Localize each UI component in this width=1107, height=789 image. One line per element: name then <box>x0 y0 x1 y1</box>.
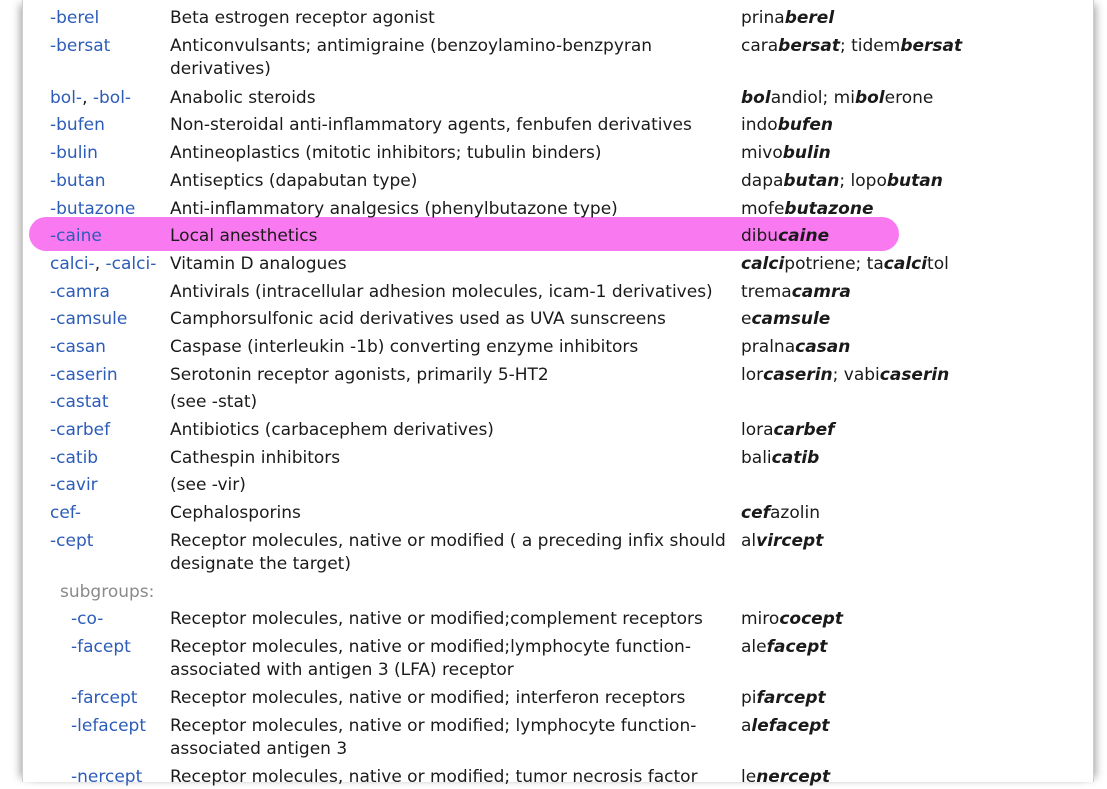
example-text: trema <box>741 282 792 302</box>
example-cell <box>741 198 873 221</box>
stem-cell <box>50 530 93 553</box>
stem-cell <box>50 114 105 137</box>
example-cell <box>741 114 833 137</box>
stem-cell <box>50 447 98 470</box>
example-stem-part: calci <box>741 254 785 274</box>
stem-cell <box>50 364 118 387</box>
stem-link[interactable]: -butazone <box>50 199 136 219</box>
stem-link[interactable]: -bufen <box>50 115 105 135</box>
example-text: dibu <box>741 226 779 246</box>
example-stem-part: bufen <box>777 115 834 135</box>
example-text: indo <box>741 115 778 135</box>
example-text: andiol; mi <box>770 88 855 108</box>
example-cell <box>741 766 830 789</box>
example-text: mivo <box>741 143 783 163</box>
example-stem-part: facept <box>766 637 828 657</box>
example-stem-part: berel <box>784 8 835 28</box>
example-cell <box>741 281 851 304</box>
stem-link[interactable]: bol- <box>50 88 83 108</box>
example-cell <box>741 530 823 553</box>
definition-cell: Receptor molecules, native or modified ( a preceding infix should designate the target) <box>170 531 726 574</box>
example-text: potriene; ta <box>784 254 884 274</box>
example-text: cara <box>741 36 779 56</box>
stem-cell <box>50 253 156 276</box>
stem-cell <box>50 87 131 110</box>
example-stem-part: cef <box>741 503 771 523</box>
stem-link[interactable]: -bersat <box>50 36 111 56</box>
example-stem-part: catib <box>771 448 820 468</box>
stem-link[interactable]: -farcept <box>71 688 138 708</box>
stem-link[interactable]: calci- <box>50 254 95 274</box>
example-cell <box>741 87 933 110</box>
stem-cell <box>50 142 98 165</box>
stem-link[interactable]: -caine <box>50 226 102 246</box>
example-stem-part: casan <box>795 337 851 357</box>
definition-cell: Non-steroidal anti-inflammatory agents, fenbufen derivatives <box>170 115 692 135</box>
definition-cell: Local anesthetics <box>170 226 318 246</box>
example-stem-part: butazone <box>784 199 874 219</box>
example-text: miro <box>741 609 780 629</box>
example-text: dapa <box>741 171 784 191</box>
definition-cell: Antiseptics (dapabutan type) <box>170 171 418 191</box>
stem-link[interactable]: -lefacept <box>71 716 146 736</box>
example-text: lora <box>741 420 774 440</box>
example-cell <box>741 636 827 659</box>
example-stem-part: caserin <box>879 365 950 385</box>
stem-link[interactable]: cef- <box>50 503 81 523</box>
example-cell <box>741 170 943 193</box>
example-text: ; tidem <box>839 36 901 56</box>
definition-cell: Anabolic steroids <box>170 88 316 108</box>
stem-link[interactable]: -camsule <box>50 309 128 329</box>
example-cell <box>741 35 962 58</box>
example-stem-part: bulin <box>782 143 831 163</box>
stem-cell <box>50 391 109 414</box>
example-stem-part: nercept <box>756 767 831 787</box>
example-stem-part: butan <box>886 171 943 191</box>
stem-cell <box>50 336 106 359</box>
definition-cell: Antineoplastics (mitotic inhibitors; tubulin binders) <box>170 143 602 163</box>
stem-link[interactable]: -casan <box>50 337 106 357</box>
example-text: pi <box>741 688 757 708</box>
stem-cell <box>71 636 131 659</box>
example-stem-part: bersat <box>900 36 963 56</box>
definition-cell: (see -stat) <box>170 392 258 412</box>
stem-cell <box>50 502 81 525</box>
example-text: ; vabi <box>832 365 880 385</box>
stem-link[interactable]: -caserin <box>50 365 118 385</box>
example-stem-part: calci <box>883 254 928 274</box>
example-text: bali <box>741 448 772 468</box>
subgroups-label: subgroups: <box>60 582 155 602</box>
definition-cell: Vitamin D analogues <box>170 254 347 274</box>
example-cell <box>741 687 826 710</box>
stem-link[interactable]: -bulin <box>50 143 98 163</box>
stem-link[interactable]: -facept <box>71 637 131 657</box>
stem-cell <box>50 170 106 193</box>
definition-cell: Antivirals (intracellular adhesion molecules, icam-1 derivatives) <box>170 282 713 302</box>
stem-link[interactable]: -castat <box>50 392 109 412</box>
definition-cell: Receptor molecules, native or modified; tumor necrosis factor <box>170 767 698 787</box>
stem-link[interactable]: -nercept <box>71 767 143 787</box>
definition-cell: Caspase (interleukin -1b) converting enzyme inhibitors <box>170 337 639 357</box>
stem-cell <box>71 687 137 710</box>
example-stem-part: caine <box>778 226 830 246</box>
definition-cell: Anticonvulsants; antimigraine (benzoylamino-benzpyran derivatives) <box>170 36 653 79</box>
definition-cell: Receptor molecules, native or modified;lymphocyte function-associated with antigen 3 (LFA) receptor <box>170 637 691 680</box>
stem-separator: , <box>82 88 93 108</box>
stem-cell <box>50 308 127 331</box>
definition-cell: Serotonin receptor agonists, primarily 5-HT2 <box>170 365 549 385</box>
example-text: pralna <box>741 337 796 357</box>
example-cell <box>741 253 949 276</box>
example-stem-part: vircept <box>756 531 824 551</box>
stem-link[interactable]: -butan <box>50 171 106 191</box>
example-stem-part: bol <box>854 88 885 108</box>
example-text: e <box>741 309 752 329</box>
stem-cell <box>50 225 102 248</box>
example-stem-part: bersat <box>778 36 840 56</box>
stem-cell <box>50 7 99 30</box>
definition-cell: Receptor molecules, native or modified; interferon receptors <box>170 688 686 708</box>
example-text: prina <box>741 8 785 28</box>
stem-link[interactable]: -calci- <box>105 254 157 274</box>
definition-cell: (see -vir) <box>170 475 246 495</box>
example-cell <box>741 715 830 738</box>
stem-cell <box>50 198 135 221</box>
example-text: le <box>741 767 757 787</box>
example-text: tol <box>927 254 949 274</box>
example-cell <box>741 7 834 30</box>
definition-cell: Camphorsulfonic acid derivatives used as UVA sunscreens <box>170 309 666 329</box>
definition-cell: Antibiotics (carbacephem derivatives) <box>170 420 494 440</box>
definition-cell: Beta estrogen receptor agonist <box>170 8 435 28</box>
example-cell <box>741 419 835 442</box>
example-cell <box>741 336 850 359</box>
example-text: ale <box>741 637 767 657</box>
example-text: azolin <box>770 503 820 523</box>
example-stem-part: carbef <box>773 420 835 440</box>
stem-link[interactable]: -carbef <box>50 420 111 440</box>
stem-link[interactable]: -co- <box>71 609 104 629</box>
example-cell <box>741 308 830 331</box>
example-text: mofe <box>741 199 785 219</box>
stem-cell <box>50 419 110 442</box>
example-cell <box>741 447 819 470</box>
definition-cell: Cephalosporins <box>170 503 301 523</box>
example-cell <box>741 364 949 387</box>
example-stem-part: butan <box>783 171 840 191</box>
example-text: erone <box>884 88 934 108</box>
example-text: al <box>741 531 757 551</box>
stem-link[interactable]: -cavir <box>50 475 98 495</box>
stem-link[interactable]: -camra <box>50 282 110 302</box>
example-cell <box>741 608 843 631</box>
definition-cell: Receptor molecules, native or modified;complement receptors <box>170 609 703 629</box>
definition-cell: Receptor molecules, native or modified; lymphocyte function-associated antigen 3 <box>170 716 697 759</box>
example-text: lor <box>741 365 764 385</box>
stem-link[interactable]: -catib <box>50 448 99 468</box>
stem-link[interactable]: -bol- <box>92 88 132 108</box>
example-cell <box>741 225 829 248</box>
example-text: a <box>741 716 752 736</box>
stem-link[interactable]: -berel <box>50 8 100 28</box>
definition-cell: Cathespin inhibitors <box>170 448 341 468</box>
example-cell <box>741 502 820 525</box>
stem-cell <box>50 35 110 58</box>
example-stem-part: camra <box>791 282 851 302</box>
example-text: ; lopo <box>839 171 887 191</box>
stem-cell <box>50 474 98 497</box>
example-cell <box>741 142 831 165</box>
example-stem-part: camsule <box>751 309 831 329</box>
example-stem-part: bol <box>741 88 771 108</box>
example-stem-part: cocept <box>779 609 843 629</box>
stem-cell <box>71 608 103 631</box>
example-stem-part: lefacept <box>751 716 830 736</box>
stem-cell <box>71 766 142 789</box>
definition-cell: Anti-inflammatory analgesics (phenylbutazone type) <box>170 199 618 219</box>
stem-cell <box>71 715 146 738</box>
stem-separator: , <box>94 254 106 274</box>
stem-link[interactable]: -cept <box>50 531 94 551</box>
example-stem-part: caserin <box>763 365 833 385</box>
stem-cell <box>50 281 110 304</box>
example-stem-part: farcept <box>756 688 826 708</box>
